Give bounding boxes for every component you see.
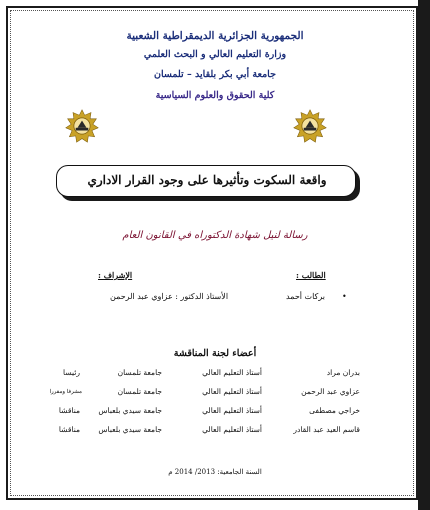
header-republic: الجمهورية الجزائرية الديمقراطية الشعبية bbox=[126, 30, 304, 42]
member-name: خراجي مصطفى bbox=[309, 406, 360, 415]
committee-title: أعضاء لجنة المناقشة bbox=[173, 348, 257, 359]
member-rank: أستاذ التعليم العالي bbox=[202, 368, 262, 377]
student-name: بركات أحمد bbox=[286, 292, 325, 301]
member-rank: أستاذ التعليم العالي bbox=[202, 406, 262, 415]
page-inner-border bbox=[10, 10, 414, 496]
university-seal-icon bbox=[292, 108, 328, 144]
member-name: بدران مراد bbox=[326, 368, 360, 377]
member-university: جامعة سيدي بلعباس bbox=[98, 425, 162, 434]
university-seal-icon bbox=[64, 108, 100, 144]
member-role: مشرفا ومقررا bbox=[49, 389, 82, 395]
supervisor-name: الأستاذ الدكتور : عزاوي عبد الرحمن bbox=[110, 292, 229, 301]
member-rank: أستاذ التعليم العالي bbox=[202, 387, 262, 396]
member-role: مناقشا bbox=[58, 406, 80, 415]
member-rank: أستاذ التعليم العالي bbox=[202, 425, 262, 434]
member-university: جامعة تلمسان bbox=[117, 368, 162, 377]
member-role: رئيسا bbox=[63, 368, 80, 377]
header-faculty: كلية الحقوق والعلوم السياسية bbox=[155, 90, 275, 101]
member-role: مناقشا bbox=[58, 425, 80, 434]
member-name: قاسم العيد عبد القادر bbox=[293, 425, 360, 434]
thesis-title-box bbox=[56, 165, 356, 197]
member-name: عزاوي عبد الرحمن bbox=[301, 387, 360, 396]
member-university: جامعة تلمسان bbox=[117, 387, 162, 396]
header-ministry: وزارة التعليم العالي و البحث العلمي bbox=[143, 49, 287, 60]
academic-year: السنة الجامعية: 2013/ 2014 م bbox=[168, 468, 262, 476]
student-label: الطالب : bbox=[296, 270, 326, 280]
degree-subtitle: رسالة لنيل شهادة الدكتوراه في القانون العام bbox=[122, 230, 308, 241]
supervisor-label: الإشراف : bbox=[98, 270, 133, 280]
header-university: جامعة أبي بكر بلقايد – تلمسان bbox=[154, 69, 276, 80]
member-university: جامعة سيدي بلعباس bbox=[98, 406, 162, 415]
student-bullet: • bbox=[342, 292, 347, 301]
thesis-title: واقعة السكوت وتأثيرها على وجود القرار الاداري bbox=[87, 173, 327, 187]
